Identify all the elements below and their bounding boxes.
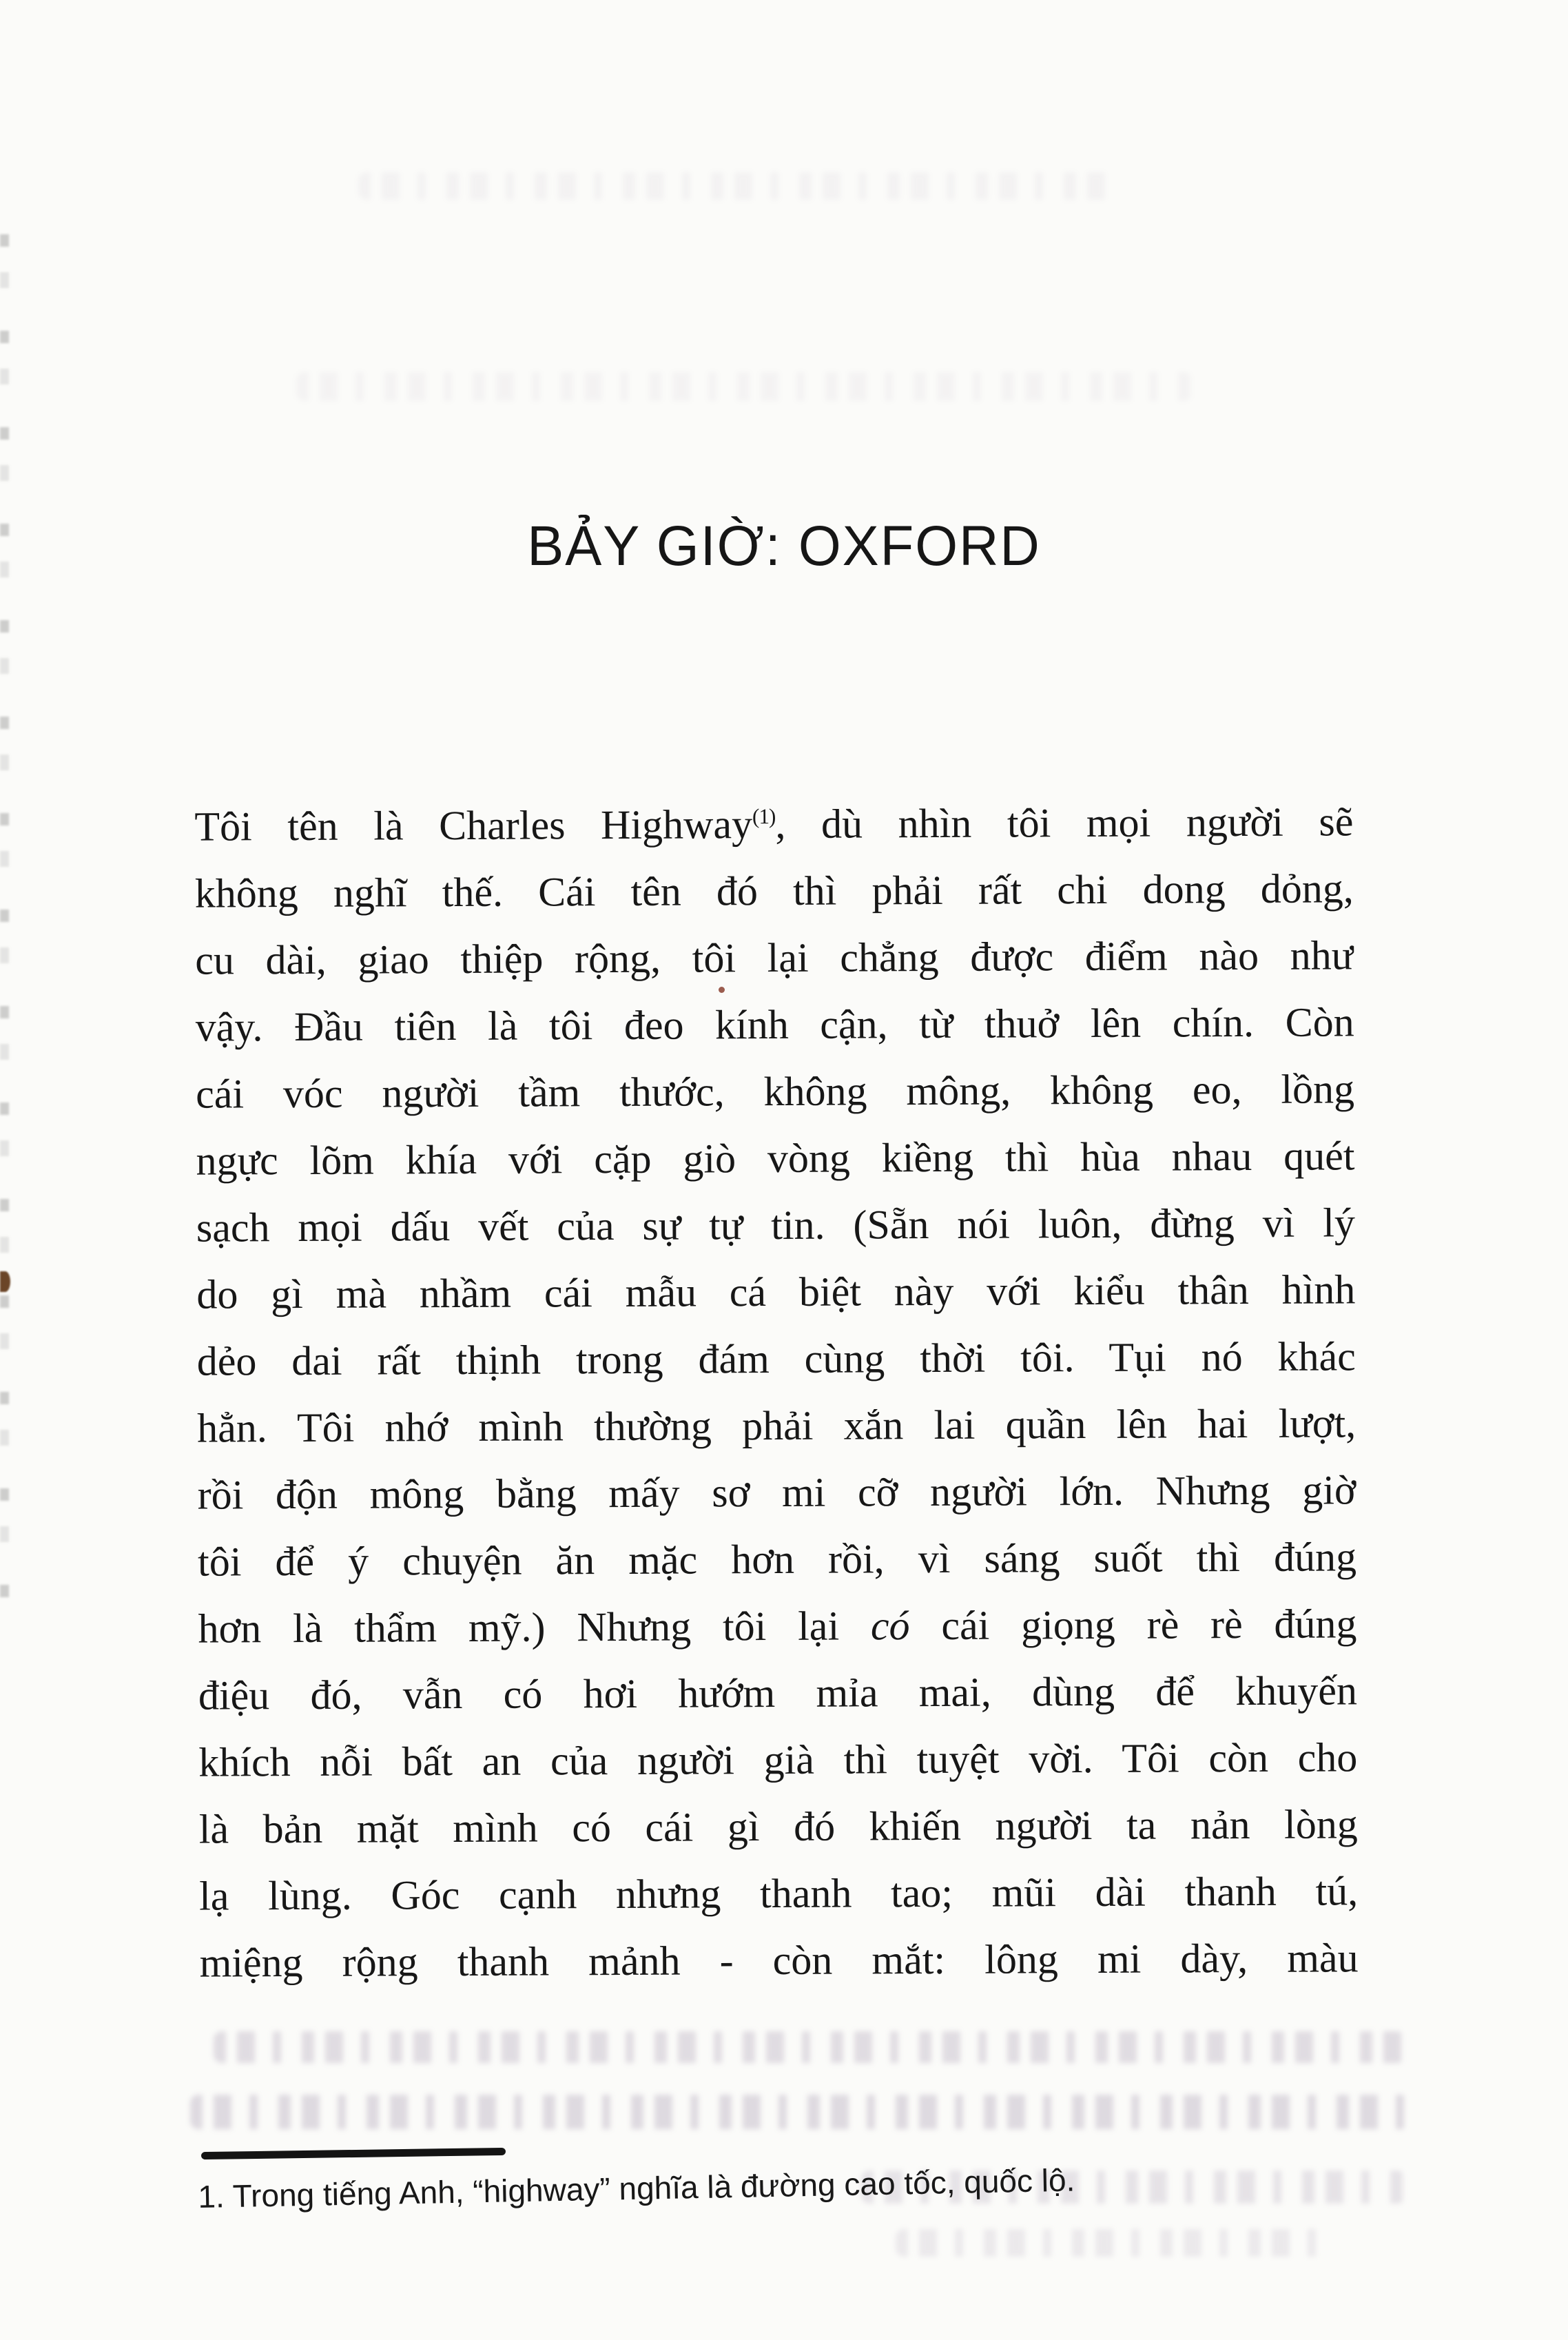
body-line — [197, 1390, 1356, 1461]
bleedthrough-artifact — [896, 2229, 1337, 2257]
body-text-segment: ngực lõm khía với cặp giò vòng kiềng thì hùa nhau quét — [196, 1133, 1355, 1184]
body-text-segment: Tôi tên là Charles Highway — [194, 801, 753, 850]
body-line — [199, 1925, 1358, 1996]
body-line — [198, 1657, 1357, 1729]
body-text-segment: , dù nhìn tôi mọi người sẽ — [775, 799, 1354, 847]
body-line — [196, 1189, 1355, 1261]
footnote-marker: (1) — [752, 803, 776, 829]
body-text-segment: sạch mọi dấu vết của sự tự tin. (Sẵn nói luôn, đừng vì lý — [196, 1200, 1356, 1251]
italic-word: có — [870, 1603, 910, 1649]
body-line — [195, 855, 1354, 927]
bleedthrough-artifact — [214, 2031, 1405, 2063]
body-line — [195, 989, 1354, 1060]
body-text — [194, 788, 1359, 1996]
body-text-segment: không nghĩ thế. Cái tên đó thì phải rất chi dong dỏng, — [194, 865, 1354, 916]
body-line — [198, 1724, 1357, 1796]
body-line — [196, 1256, 1355, 1328]
body-line — [199, 1791, 1358, 1862]
body-text-segment: hơn là thẩm mỹ.) Nhưng tôi lại — [198, 1603, 871, 1652]
footnote-separator — [201, 2148, 506, 2159]
body-line — [197, 1457, 1356, 1528]
body-text-segment: lạ lùng. Góc cạnh nhưng thanh tao; mũi dài thanh tú, — [199, 1868, 1359, 1919]
body-text-segment: miệng rộng thanh mảnh - còn mắt: lông mi dày, màu — [199, 1935, 1359, 1986]
body-text-segment: vậy. Đầu tiên là tôi đeo kính cận, từ thuở lên chín. Còn — [195, 999, 1354, 1050]
body-line — [198, 1590, 1356, 1662]
body-text-segment: cái giọng rè rè đúng — [909, 1601, 1357, 1649]
body-line — [198, 1523, 1356, 1595]
chapter-title: BẢY GIỜ: OXFORD — [527, 515, 1041, 577]
body-text-segment: khích nỗi bất an của người già thì tuyệt vời. Tôi còn cho — [198, 1734, 1358, 1785]
body-text-segment: cái vóc người tầm thước, không mông, không eo, lồng — [195, 1066, 1355, 1117]
bleedthrough-artifact — [296, 372, 1192, 401]
body-text-segment: rồi độn mông bằng mấy sơ mi cỡ người lớn. Nhưng giờ — [197, 1467, 1356, 1518]
scan-edge-artifacts — [0, 234, 9, 1612]
body-line — [196, 1122, 1354, 1194]
body-text-segment: là bản mặt mình có cái gì đó khiến người ta nản lòng — [198, 1801, 1358, 1852]
footnote-text: 1. Trong tiếng Anh, “highway” nghĩa là đường cao tốc, quốc lộ. — [197, 2162, 1075, 2215]
body-line — [199, 1858, 1358, 1929]
bleedthrough-artifact — [190, 2095, 1410, 2129]
body-line — [194, 788, 1353, 860]
ink-speck — [0, 1271, 10, 1292]
body-line — [197, 1323, 1356, 1395]
body-line — [195, 922, 1354, 994]
body-text-segment: dẻo dai rất thịnh trong đám cùng thời tôi. Tụi nó khác — [196, 1333, 1356, 1384]
body-text-segment: tôi để ý chuyện ăn mặc hơn rồi, vì sáng suốt thì đúng — [197, 1534, 1357, 1585]
bleedthrough-artifact — [358, 172, 1116, 200]
body-text-segment: cu dài, giao thiệp rộng, tôi lại chẳng được điểm nào như — [195, 932, 1354, 983]
body-text-segment: điệu đó, vẫn có hơi hướm mỉa mai, dùng để khuyến — [198, 1667, 1358, 1718]
body-line — [196, 1056, 1354, 1127]
body-text-segment: hẳn. Tôi nhớ mình thường phải xắn lai quần lên hai lượt, — [197, 1400, 1356, 1451]
body-text-segment: do gì mà nhầm cái mẫu cá biệt này với kiểu thân hình — [196, 1266, 1356, 1317]
